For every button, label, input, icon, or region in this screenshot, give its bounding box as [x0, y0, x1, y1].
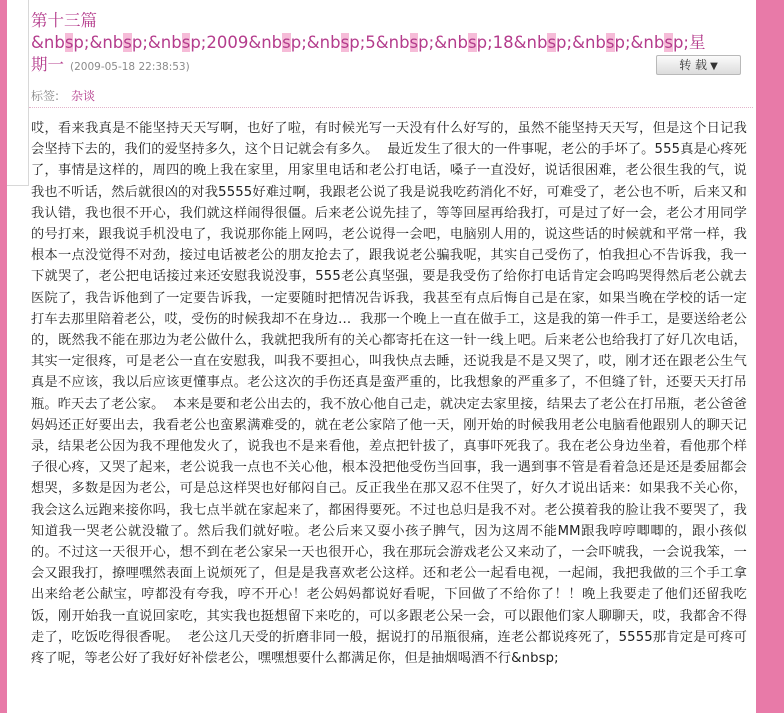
title-segment: p;18&nb: [476, 33, 548, 52]
title-segment: p;&nb: [290, 33, 341, 52]
post-date: (2009-05-18 22:38:53): [70, 61, 190, 73]
title-segment: p;&nb: [556, 33, 606, 52]
title-segment: p;2009&nb: [190, 33, 283, 52]
post-title-lead: 第十三篇: [31, 11, 97, 30]
title-highlight: s: [181, 33, 191, 52]
title-highlight: s: [409, 33, 419, 52]
sidebar-panel: [7, 0, 29, 186]
title-highlight: s: [605, 33, 615, 52]
title-segment: p;&nb: [614, 33, 665, 52]
dropdown-arrow-icon: ▼: [710, 61, 718, 72]
page-frame-left: [0, 0, 7, 713]
divider: [29, 107, 753, 108]
title-highlight: s: [340, 33, 350, 52]
post-body: 哎，看来我真是不能坚持天天写啊，也好了啦，有时候光写一天没有什么好写的，虽然不能坚持天天写，但是这个日记我会坚持下去的，我们的爱坚持多久，这个日记就会有多久。 最近发生了很大的一件事呢，老公的手坏了。555真是心疼死了，事情是这样的，周四的晚上我在家里，用家里电话和老公打电话，嗓子一直没好，说话很困难，老公很生我的气，说我也不听话，然后就很凶的对我5555好难过啊，我跟老公说了我是说我吃药消化不好，可难受了，老公也不听，后来又和我认错，我也很不开心，我们就这样闹得很僵。后来老公说先挂了，等等回屋再给我打，可是过了好一会，老公才用同学的号打来，跟我说手机没电了，我说那你能上网吗，老公说得一会吧，电脑别人用的，说这些话的时候就和平常一样，我根本一点没觉得不对劲，接过电话被老公的朋友抢去了，跟我说老公骗我呢，其实自己受伤了，怕我担心不告诉我，我一下就哭了，老公把电话接过来还安慰我说没事，555老公真坚强，要是我受伤了给你打电话肯定会呜呜哭得然后老公就去医院了，我告诉他到了一定要告诉我，一定要随时把情况告诉我，我甚至有点后悔自己是在家，如果当晚在学校的话一定打车去那里陪着老公，哎，受伤的时候我却不在身边… 我那一个晚上一直在做手工，这是我的第一件手工，是要送给老公的，既然我不能在那边为老公做什么，我就把我所有的关心都寄托在这一针一线上吧。后来老公也给我打了好几次电话，其实一定很疼，可是老公一直在安慰我，叫我不要担心，叫我快点去睡，还说我是不是又哭了，哎，刚才还在跟老公生气真是不应该，我以后应该更懂事点。老公这次的手伤还真是蛮严重的，比我想象的严重多了，不但缝了针，还要天天打吊瓶。昨天去了老公家。 本来是要和老公出去的，我不放心他自己走，就决定去家里接，结果去了老公在打吊瓶，老公爸爸妈妈还正好要出去，我看老公也蛮累满难受的，就在老公家陪了他一天，刚开始的时候我用老公电脑看他跟别人的聊天记录，结果老公因为我不理他发火了，说我也不是来看他，差点把针拔了，真事吓死我了。我在老公身边坐着，看他那个样子很心疼，又哭了起来，老公说我一点也不关心他，根本没把他受伤当回事，我一遇到事不管是看着急还是还是委屈都会想哭，多数是因为老公，可是总这样哭也好郁闷自己。反正我坐在那又忍不住哭了，好久才说出话来：如果我不关心你，我会这么远跑来接你吗，我七点半就在家起来了，都困得要死。不过也总归是我不对。老公摸着我的脸让我不要哭了，我知道我一哭老公就没辙了。然后我们就好啦。老公后来又耍小孩子脾气，因为这周不能MM跟我哼哼唧唧的，跟小孩似的。不过这一天很开心，想不到在老公家呆一天也很开心，我在那玩会游戏老公又来动了，一会吓唬我，一会说我笨，一会又跟我打，撩哩嘿然表面上说烦死了，但是是我喜欢老公这样。还和老公一起看电视，一起闹，我把我做的三个手工拿出来给老公献宝，哼都没有夸我，哼不开心！老公妈妈都说好看呢，下回做了不给你了！！晚上我要走了他们还留我吃饭，刚开始我一直说回家吃，其实我也挺想留下来吃的，可以多跟老公呆一会，可以跟他们家人聊聊天，哎，我都舍不得走了，吃饭吃得很香呢。 老公这几天受的折磨非同一般，据说打的吊瓶很痛，连老公都说疼死了，5555那肯定是可疼可疼了呢，等老公好了我好好补偿老公，嘿嘿想要什么都满足你，但是抽烟喝酒不行&nbsp;: [31, 121, 747, 667]
title-highlight: s: [123, 33, 132, 52]
title-segment: p;&nb: [131, 33, 182, 52]
post-title[interactable]: [31, 10, 721, 78]
title-highlight: s: [282, 33, 291, 52]
title-highlight: s: [468, 33, 477, 52]
repost-label: 转 载: [679, 58, 708, 72]
tags-label: 标签:: [31, 89, 60, 103]
tag-link[interactable]: 杂谈: [71, 89, 96, 103]
title-segment: &nb: [31, 33, 65, 52]
title-highlight: s: [547, 33, 557, 52]
tags-row: [31, 87, 95, 104]
repost-button[interactable]: [656, 55, 741, 75]
title-highlight: s: [64, 33, 74, 52]
title-segment: p;&nb: [418, 33, 468, 52]
title-segment: p;5&nb: [349, 33, 410, 52]
page-frame-right: [756, 0, 784, 713]
title-segment: p;&nb: [73, 33, 124, 52]
title-highlight: s: [664, 33, 673, 52]
title-segment: p;星期一: [31, 33, 706, 74]
